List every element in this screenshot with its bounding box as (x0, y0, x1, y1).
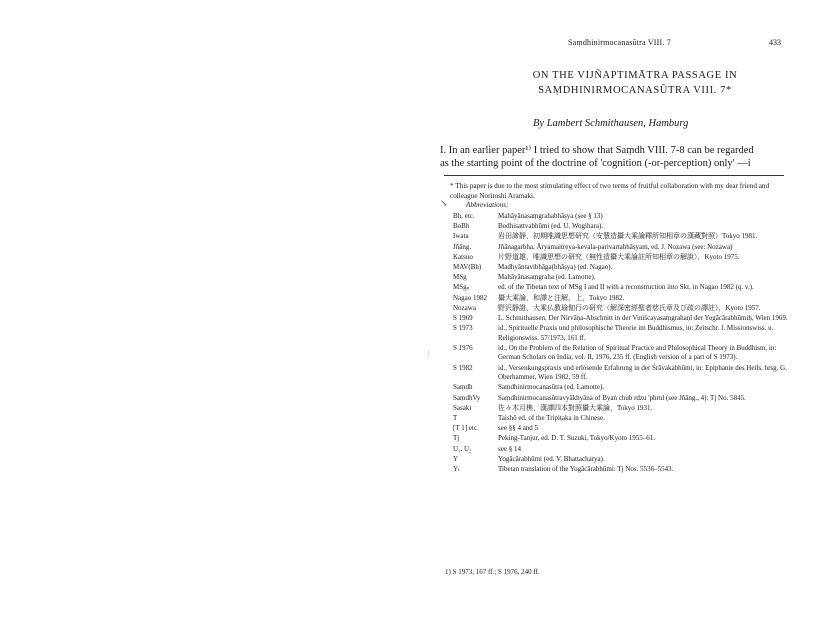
abbreviation-definition: Saṃdhinirmocanasūtravyākhyāna of Byaṅ chub rdzu 'phrul (see Jñāng., 4): Tj No. 5845. (498, 393, 746, 402)
abbreviation-term: Tj (453, 434, 460, 443)
running-header: Saṃdhinirmocanasūtra VIII. 7 (568, 38, 671, 47)
abbreviation-term: Sasaki (453, 403, 472, 412)
body-text-line-1: I. In an earlier paper¹⁾ I tried to show that Saṃdh VIII. 7-8 can be regarded (440, 145, 754, 156)
handwritten-arrow-icon: ↘ (440, 198, 448, 208)
abbreviation-entry (453, 243, 788, 253)
abbreviation-entry (453, 263, 788, 273)
abbreviation-definition: see § 14 (498, 444, 521, 453)
abbreviation-term: BoBh (453, 222, 470, 231)
abbreviation-term: Iwata (453, 232, 469, 241)
abbreviation-term: Yₜ (453, 464, 460, 473)
abbreviation-term: Y (453, 454, 459, 463)
abbreviation-definition: 野沢靜證，大乘仏教瑜伽行の研究（解深密經聖者慈氏章及び疏の譯註），Kyoto 1957. (498, 303, 761, 312)
abbreviation-term: U₁, U₂ (453, 444, 472, 453)
abbreviation-entry (453, 445, 788, 455)
abbreviation-definition: 片野道雄，唯識思想の研究（無性造攝大乘論註所知相章の解說），Kyoto 1975. (498, 252, 740, 261)
abbreviation-definition: id., On the Problem of the Relation of Spiritual Practice and Philosophical Theory in Buddhism, in: German Scholars on India, vol. II, 1976, 235 ff. (English version of a part of S 1973). (498, 343, 777, 362)
abbreviation-definition: 佐々木月樵，漢譯四本對照攝大乘論，Tokyo 1931. (498, 403, 653, 412)
abbreviation-definition: L. Schmithausen, Der Nirvāṇa-Abschnitt in der Viniścayasaṃgrahaṇī der Yogācārabhūmiḥ, Wien 1969. (498, 313, 788, 322)
abbreviation-entry (453, 404, 788, 414)
abbreviation-definition: Jñānagarbha, Āryamaitreya-kevala-parivartabhāṣyam, ed. J. Nozawa (see: Nozawa) (498, 242, 733, 251)
abbreviations-heading: Abbreviations; (466, 201, 509, 209)
abbreviation-term: S 1973 (453, 324, 473, 333)
abbreviation-definition: id., Versenkungspraxis und erlösende Erfahrung in der Śrāvakabhūmi, in: Epiphanie des Heils, hrsg. G. Oberhammer, Wien 1982, 59 ff. (498, 363, 787, 382)
abbreviation-term: Nozawa (453, 303, 476, 312)
abbreviation-entry (453, 212, 788, 222)
abbreviation-definition: Peking-Tanjur, ed. D. T. Suzuki, Tokyo/Kyoto 1955–61. (498, 434, 656, 443)
margin-mark: ︙ (425, 350, 432, 358)
abbreviations-list (453, 212, 788, 475)
abbreviation-definition: id., Spirituelle Praxis und philosophische Theorie im Buddhismus, in: Zeitschr. f. Missionswiss. u. Religionswiss. 57/1973, 161 ff. (498, 324, 774, 342)
footnote-1: 1) S 1973, 167 ff.; S 1976, 240 ff. (445, 568, 540, 576)
page-number: 433 (769, 38, 781, 47)
abbreviation-entry (453, 344, 788, 363)
article-title-line-1: ON THE VIJÑAPTIMĀTRA PASSAGE IN (532, 70, 738, 81)
abbreviation-entry (453, 222, 788, 232)
abbreviation-definition: Tibetan translation of the Yogācārabhūmi: Tj Nos. 5536–5543. (498, 464, 674, 473)
footnote-star: * This paper is due to the most stimulating effect of two terms of fruitful collaboration with my dear friend and colleague Noritoshi Aramaki. (450, 182, 770, 200)
abbreviation-term: S 1982 (453, 363, 473, 372)
abbreviation-entry (453, 394, 788, 404)
abbreviation-entry (453, 304, 788, 314)
abbreviation-definition: Bodhisattvabhūmi (ed. U. Wogihara). (498, 222, 604, 231)
abbreviation-definition: Mahāyānasaṃgrahabhāṣya (see § 13) (498, 212, 603, 220)
abbreviation-term: MSgₙ (453, 283, 470, 292)
abbreviation-entry (453, 364, 788, 383)
abbreviation-definition: 岩田諦靜，初期唯識思想研究（安慧造攝大乘論釋所知相章の漢藏對照）Tokyo 1981. (498, 232, 758, 241)
abbreviation-definition: ed. of the Tibetan text of MSg I and II with a reconstruction into Skt. in Nagao 1982 (q. v.). (498, 283, 754, 292)
abbreviation-definition: 攝大乘論，和譯と注解，上，Tokyo 1982. (498, 293, 625, 302)
body-text-line-2: as the starting point of the doctrine of 'cognition (-or-perception) only' —i (440, 158, 751, 169)
abbreviation-term: MAV(Bh) (453, 262, 482, 271)
abbreviation-term: S 1976 (453, 343, 473, 352)
abbreviation-entry (453, 232, 788, 242)
abbreviation-definition: Yogācārabhūmi (ed. V. Bhattacharya). (498, 454, 605, 463)
footnote-divider (444, 175, 784, 176)
abbreviation-definition: Taishō ed. of the Tripiṭaka in Chinese. (498, 413, 605, 422)
abbreviation-definition: Madhyāntavibhāga(bhāṣya) (ed. Nagao). (498, 262, 613, 271)
abbreviation-entry (453, 294, 788, 304)
abbreviation-term: S 1969 (453, 313, 473, 322)
abbreviation-entry (453, 414, 788, 424)
abbreviation-term: Katsuo (453, 252, 473, 261)
abbreviation-definition: see §§ 4 and 5 (498, 424, 539, 433)
abbreviation-term: Saṃdh (453, 383, 473, 392)
abbreviation-term: [T 1] etc. (453, 424, 479, 433)
abbreviation-entry (453, 424, 788, 434)
abbreviation-term: Nagao 1982 (453, 293, 488, 302)
abbreviation-entry (453, 253, 788, 263)
abbreviation-entry (453, 283, 788, 293)
abbreviation-term: SaṃdhVy (453, 393, 481, 402)
abbreviation-entry (453, 273, 788, 283)
abbreviation-entry (453, 383, 788, 393)
article-title-line-2: SAṂDHINIRMOCANASŪTRA VIII. 7* (538, 85, 732, 96)
abbreviation-term: MSg (453, 273, 467, 282)
abbreviation-entry (453, 324, 788, 343)
abbreviation-definition: Saṃdhinirmocanasūtra (ed. Lamotte). (498, 383, 605, 392)
abbreviation-entry (453, 434, 788, 444)
abbreviation-entry (453, 455, 788, 465)
abbreviation-definition: Mahāyānasaṃgraha (ed. Lamotte). (498, 273, 596, 282)
author-byline: By Lambert Schmithausen, Hamburg (533, 118, 689, 129)
abbreviation-term: Jñāng. (453, 242, 472, 251)
abbreviation-entry (453, 465, 788, 475)
abbreviation-term: T (453, 413, 458, 422)
abbreviation-term: Bh, etc. (453, 212, 475, 220)
abbreviation-entry (453, 314, 788, 324)
